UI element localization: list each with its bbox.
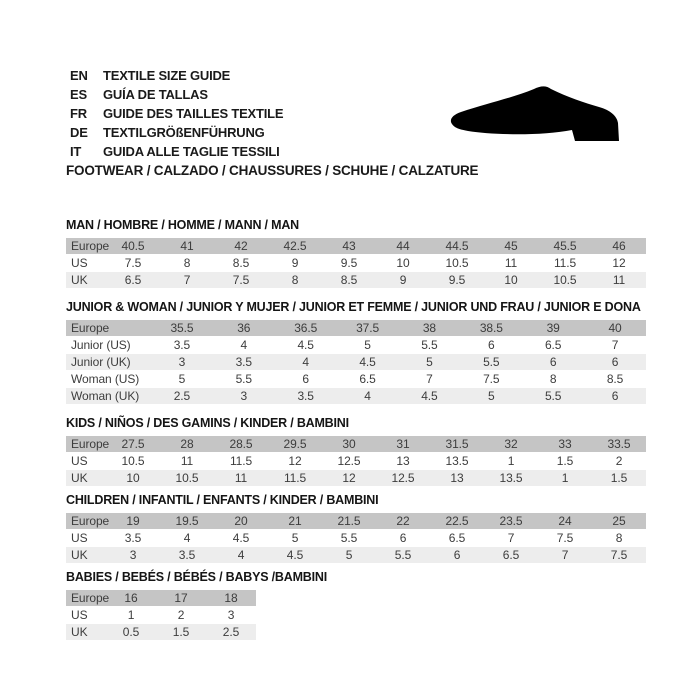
- size-value: 12: [612, 256, 626, 270]
- size-value: 6: [302, 372, 309, 386]
- size-value: 7.5: [124, 256, 142, 270]
- size-value: 7.5: [232, 273, 250, 287]
- size-value: 7: [561, 548, 569, 562]
- row-label: Europe: [71, 437, 110, 451]
- size-value: 46: [612, 239, 626, 253]
- size-value: 28: [180, 437, 194, 451]
- size-value: 8.5: [340, 273, 358, 287]
- size-value: 3.5: [297, 389, 314, 403]
- size-value: 6: [549, 355, 557, 369]
- size-value: 4.5: [286, 548, 304, 562]
- row-label: US: [71, 256, 88, 270]
- size-value: 30: [342, 437, 356, 451]
- language-code: FR: [70, 106, 87, 121]
- size-value: 9.5: [340, 256, 358, 270]
- size-value: 10.5: [121, 454, 145, 468]
- size-value: 33.5: [607, 437, 631, 451]
- size-value: 5.5: [340, 531, 358, 545]
- size-value: 40.5: [121, 239, 145, 253]
- size-value: 4.5: [421, 389, 438, 403]
- size-value: 24: [558, 514, 572, 528]
- size-value: 22.5: [445, 514, 469, 528]
- size-section-title: BABIES / BEBÉS / BÉBÉS / BABYS /BAMBINI: [66, 570, 327, 584]
- language-row-es: [70, 85, 283, 104]
- size-value: 18: [224, 591, 238, 605]
- row-label: Woman (US): [71, 372, 140, 386]
- size-value: 11: [612, 273, 626, 287]
- size-value: 8: [291, 273, 299, 287]
- size-value: 4: [364, 389, 371, 403]
- size-value: 17: [174, 591, 188, 605]
- size-value: 2.5: [222, 625, 240, 639]
- row-label: UK: [71, 273, 88, 287]
- size-value: 29.5: [283, 437, 307, 451]
- size-value: 40: [608, 321, 622, 335]
- row-label: Europe: [71, 239, 110, 253]
- size-value: 11.5: [229, 454, 253, 468]
- size-value: 10: [504, 273, 518, 287]
- size-value: 42: [234, 239, 248, 253]
- size-value: 31.5: [445, 437, 469, 451]
- row-label: Junior (UK): [71, 355, 131, 369]
- size-value: 22: [396, 514, 410, 528]
- language-code: ES: [70, 87, 87, 102]
- size-value: 3.5: [178, 548, 196, 562]
- size-value: 4: [240, 338, 248, 352]
- row-label: US: [71, 454, 88, 468]
- size-value: 45.5: [553, 239, 577, 253]
- size-value: 10: [396, 256, 410, 270]
- row-label: US: [71, 608, 88, 622]
- size-value: 35.5: [170, 321, 194, 335]
- size-value: 5.5: [483, 355, 500, 369]
- table-row: [66, 453, 646, 469]
- size-value: 5.5: [421, 338, 438, 352]
- size-table-children: [66, 513, 646, 563]
- size-value: 25: [612, 514, 626, 528]
- size-value: 3: [178, 355, 186, 369]
- size-value: 8.5: [232, 256, 250, 270]
- size-value: 5: [364, 338, 371, 352]
- size-value: 6: [611, 355, 619, 369]
- size-value: 12: [288, 454, 302, 468]
- category-title: FOOTWEAR / CALZADO / CHAUSSURES / SCHUHE / CALZATURE: [66, 163, 479, 178]
- size-value: 21: [288, 514, 302, 528]
- language-row-it: [70, 142, 283, 161]
- size-value: 6.5: [502, 548, 520, 562]
- language-code: DE: [70, 125, 88, 140]
- size-value: 3: [240, 389, 248, 403]
- size-value: 13: [450, 471, 464, 485]
- table-row: [66, 272, 646, 288]
- size-value: 6.5: [448, 531, 466, 545]
- size-value: 2.5: [173, 389, 191, 403]
- size-value: 6.5: [544, 338, 562, 352]
- size-value: 3.5: [124, 531, 142, 545]
- language-row-en: [70, 66, 283, 85]
- size-value: 1.5: [556, 454, 574, 468]
- table-header-row: [66, 590, 256, 606]
- size-value: 8.5: [606, 372, 624, 386]
- table-header-row: [66, 320, 646, 336]
- table-row: [66, 624, 256, 640]
- size-value: 7.5: [610, 548, 628, 562]
- size-value: 9.5: [448, 273, 466, 287]
- table-row: [66, 530, 646, 546]
- size-value: 19.5: [175, 514, 199, 528]
- size-value: 3.5: [235, 355, 252, 369]
- size-value: 3: [129, 548, 137, 562]
- size-value: 21.5: [337, 514, 361, 528]
- size-value: 6.5: [359, 372, 376, 386]
- language-title: GUÍA DE TALLAS: [103, 87, 208, 102]
- size-value: 0.5: [122, 625, 140, 639]
- size-value: 11.5: [553, 256, 577, 270]
- size-value: 5: [291, 531, 299, 545]
- size-value: 7.5: [556, 531, 574, 545]
- size-section-junior-woman: [66, 301, 646, 405]
- size-value: 10.5: [175, 471, 199, 485]
- table-row: [66, 388, 646, 404]
- size-value: 9: [399, 273, 407, 287]
- size-value: 10.5: [445, 256, 469, 270]
- size-value: 7: [611, 338, 619, 352]
- size-value: 6: [399, 531, 407, 545]
- size-value: 7: [507, 531, 515, 545]
- size-value: 2: [177, 608, 185, 622]
- language-title: TEXTILE SIZE GUIDE: [103, 68, 231, 83]
- size-value: 45: [504, 239, 518, 253]
- size-value: 44: [396, 239, 410, 253]
- row-label: Junior (US): [71, 338, 131, 352]
- size-value: 12: [342, 471, 356, 485]
- size-table-kids: [66, 436, 646, 486]
- language-code: IT: [70, 144, 82, 159]
- size-value: 11.5: [283, 471, 307, 485]
- size-value: 4.5: [232, 531, 250, 545]
- row-label: Woman (UK): [71, 389, 140, 403]
- size-value: 6: [611, 389, 619, 403]
- size-value: 9: [291, 256, 299, 270]
- dress-shoe-icon: [448, 84, 622, 146]
- table-row: [66, 255, 646, 271]
- size-value: 1: [127, 608, 135, 622]
- size-table-man: [66, 238, 646, 288]
- size-value: 8: [183, 256, 191, 270]
- size-value: 37.5: [356, 321, 380, 335]
- size-value: 7.5: [483, 372, 500, 386]
- size-value: 19: [126, 514, 140, 528]
- size-value: 39: [546, 321, 560, 335]
- language-list: [70, 66, 283, 161]
- size-section-man: [66, 219, 646, 289]
- size-value: 44.5: [445, 239, 469, 253]
- size-section-title: CHILDREN / INFANTIL / ENFANTS / KINDER / BAMBINI: [66, 493, 379, 507]
- size-value: 5: [178, 372, 186, 386]
- table-row: [66, 354, 646, 370]
- size-value: 4: [302, 355, 309, 369]
- size-value: 8: [549, 372, 557, 386]
- size-section-children: [66, 494, 646, 564]
- size-value: 5.5: [394, 548, 412, 562]
- size-value: 1.5: [610, 471, 628, 485]
- language-title: TEXTILGRÖßENFÜHRUNG: [103, 125, 265, 140]
- size-value: 41: [180, 239, 194, 253]
- size-section-title: KIDS / NIÑOS / DES GAMINS / KINDER / BAMBINI: [66, 416, 349, 430]
- table-header-row: [66, 513, 646, 529]
- size-value: 3.5: [173, 338, 191, 352]
- table-row: [66, 371, 646, 387]
- size-value: 12.5: [337, 454, 361, 468]
- size-value: 1: [507, 454, 515, 468]
- size-value: 1: [561, 471, 569, 485]
- size-value: 7: [183, 273, 191, 287]
- size-value: 5.5: [235, 372, 252, 386]
- size-value: 8: [615, 531, 623, 545]
- size-value: 20: [234, 514, 248, 528]
- size-value: 36: [237, 321, 251, 335]
- size-value: 36.5: [294, 321, 318, 335]
- size-section-title: MAN / HOMBRE / HOMME / MANN / MAN: [66, 218, 299, 232]
- size-value: 6: [488, 338, 495, 352]
- size-value: 4.5: [359, 355, 376, 369]
- size-value: 33: [558, 437, 572, 451]
- size-value: 6: [453, 548, 461, 562]
- size-value: 31: [396, 437, 410, 451]
- size-value: 10.5: [553, 273, 577, 287]
- size-section-kids: [66, 417, 646, 487]
- size-value: 43: [342, 239, 356, 253]
- row-label: UK: [71, 625, 88, 639]
- size-value: 12.5: [391, 471, 415, 485]
- size-section-title: JUNIOR & WOMAN / JUNIOR Y MUJER / JUNIOR ET FEMME / JUNIOR UND FRAU / JUNIOR E DONA: [66, 300, 641, 314]
- size-table-babies: [66, 590, 256, 640]
- language-code: EN: [70, 68, 88, 83]
- size-value: 13.5: [499, 471, 523, 485]
- size-value: 10: [126, 471, 140, 485]
- size-value: 11: [234, 471, 248, 485]
- table-row: [66, 607, 256, 623]
- table-row: [66, 547, 646, 563]
- size-value: 28.5: [229, 437, 253, 451]
- language-title: GUIDA ALLE TAGLIE TESSILI: [103, 144, 280, 159]
- size-value: 4: [237, 548, 245, 562]
- size-value: 38: [422, 321, 437, 335]
- size-value: 23.5: [499, 514, 523, 528]
- size-value: 11: [504, 256, 518, 270]
- size-value: 11: [180, 454, 194, 468]
- row-label: Europe: [71, 514, 110, 528]
- size-value: 27.5: [121, 437, 145, 451]
- language-row-fr: [70, 104, 283, 123]
- size-value: 7: [426, 372, 433, 386]
- size-value: 3: [227, 608, 235, 622]
- row-label: UK: [71, 548, 88, 562]
- size-section-babies: [66, 571, 327, 641]
- size-value: 32: [504, 437, 518, 451]
- table-row: [66, 337, 646, 353]
- size-value: 5: [345, 548, 353, 562]
- size-value: 4: [183, 531, 191, 545]
- size-value: 5.5: [544, 389, 562, 403]
- size-value: 5: [426, 355, 433, 369]
- size-value: 13: [396, 454, 410, 468]
- row-label: US: [71, 531, 88, 545]
- language-row-de: [70, 123, 283, 142]
- size-value: 5: [488, 389, 495, 403]
- size-value: 4.5: [297, 338, 314, 352]
- size-value: 16: [124, 591, 138, 605]
- size-value: 1.5: [172, 625, 190, 639]
- table-row: [66, 470, 646, 486]
- size-value: 2: [615, 454, 623, 468]
- size-value: 42.5: [283, 239, 307, 253]
- table-header-row: [66, 238, 646, 254]
- row-label: UK: [71, 471, 88, 485]
- size-value: 13.5: [445, 454, 469, 468]
- size-value: 38.5: [479, 321, 503, 335]
- size-table-junior-woman: [66, 320, 646, 404]
- language-title: GUIDE DES TAILLES TEXTILE: [103, 106, 284, 121]
- size-value: 6.5: [124, 273, 142, 287]
- row-label: Europe: [71, 591, 110, 605]
- row-label: Europe: [71, 321, 110, 335]
- table-header-row: [66, 436, 646, 452]
